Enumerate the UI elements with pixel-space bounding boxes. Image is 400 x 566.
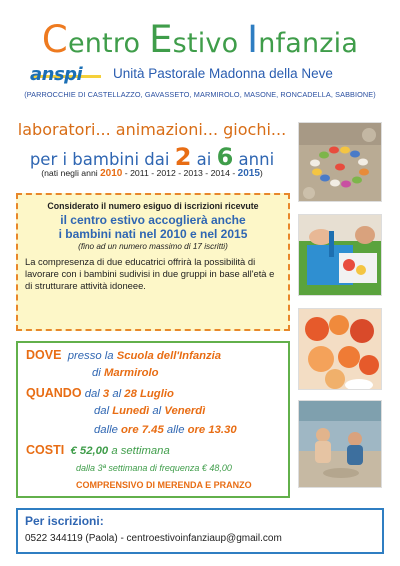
hours-dalle: dalle — [94, 424, 118, 436]
birth-year-last: 2015 — [237, 168, 260, 179]
dove-town-row — [92, 367, 159, 379]
dove-label: DOVE — [26, 348, 62, 362]
age-text-post: anni — [233, 150, 275, 169]
title-part-1: entro — [67, 28, 150, 59]
registration-title: Per iscrizioni: — [25, 514, 104, 528]
costi-row — [26, 443, 170, 457]
hours-row — [94, 424, 237, 436]
photo-children-playing — [298, 400, 382, 488]
hours-ore-1: ore — [121, 424, 139, 436]
birth-years-pre: (nati negli anni — [41, 168, 101, 178]
organization-row — [30, 64, 380, 86]
price-per-week: a settimana — [111, 445, 170, 457]
day-to: 28 Luglio — [124, 388, 174, 400]
notice-box — [16, 193, 290, 331]
age-text-mid: ai — [191, 150, 217, 169]
weekdays-dal: dal — [94, 405, 110, 417]
age-range — [14, 143, 290, 171]
age-from: 2 — [174, 143, 192, 171]
weekday-from: Lunedì — [112, 405, 150, 417]
quando-label: QUANDO — [26, 386, 82, 400]
weekdays-row — [94, 405, 205, 417]
photo-painted-stones — [298, 122, 382, 202]
dove-row — [26, 348, 221, 362]
discount-row: dalla 3ª settimana di frequenza € 48,00 — [76, 463, 232, 473]
hours-ore-2: ore — [187, 424, 206, 436]
title-letter-e: E — [149, 18, 173, 61]
activities-tagline: laboratori... animazioni... giochi... — [17, 120, 287, 139]
weekdays-al: al — [152, 405, 162, 417]
notice-paragraph: La compresenza di due educatrici offrirà la possibilità di lavorare con i bambini sudivisi in due gruppi in base all'età e di strutturare attività idoneee. — [25, 256, 275, 292]
dove-town: Marmirolo — [103, 367, 159, 379]
notice-line-2: il centro estivo accoglierà anche — [60, 213, 246, 227]
weekday-to: Venerdì — [164, 405, 206, 417]
registration-contact: 0522 344119 (Paola) - centroestivoinfanziaup@gmail.com — [25, 533, 282, 544]
quando-row — [26, 386, 174, 400]
title-part-3: nfanzia — [258, 28, 359, 59]
dove-di: di — [92, 367, 101, 379]
registration-box — [16, 508, 384, 554]
hours-alle: alle — [166, 424, 185, 436]
quando-dal: dal — [84, 388, 100, 400]
costi-label: COSTI — [26, 443, 65, 457]
title-letter-i: I — [247, 18, 259, 61]
title-letter-c: C — [41, 18, 68, 61]
birth-year-first: 2010 — [100, 168, 123, 179]
info-box — [16, 341, 290, 498]
unita-pastorale: Unità Pastorale Madonna della Neve — [113, 66, 333, 81]
photo-painting-hands — [298, 214, 382, 296]
anspi-logo: anspi — [30, 64, 83, 85]
quando-al: al — [112, 388, 122, 400]
photo-fruits — [298, 308, 382, 390]
birth-years — [14, 168, 290, 179]
day-from: 3 — [102, 388, 110, 400]
merenda-row: COMPRENSIVO DI MERENDA E PRANZO — [76, 480, 252, 490]
page-title — [0, 18, 400, 61]
time-to: 13.30 — [208, 424, 237, 436]
title-part-2: stivo — [172, 28, 248, 59]
age-to: 6 — [216, 143, 234, 171]
birth-years-post: ) — [259, 168, 263, 178]
dove-place: Scuola dell'Infanzia — [116, 350, 222, 362]
time-from: 7.45 — [141, 424, 164, 436]
parrocchie-list: (PARROCCHIE DI CASTELLAZZO, GAVASSETO, MARMIROLO, MASONE, RONCADELLA, SABBIONE) — [24, 90, 376, 99]
notice-line-4: (fino ad un numero massimo di 17 iscritti) — [78, 242, 228, 251]
notice-line-1: Considerato il numero esiguo di iscrizioni ricevute — [47, 201, 259, 211]
price: € 52,00 — [70, 445, 109, 457]
notice-line-3: i bambini nati nel 2010 e nel 2015 — [58, 227, 248, 241]
age-text-pre: per i bambini dai — [29, 150, 175, 169]
dove-pre: presso la — [67, 350, 114, 362]
birth-years-mid: - 2011 - 2012 - 2013 - 2014 - — [122, 168, 238, 178]
